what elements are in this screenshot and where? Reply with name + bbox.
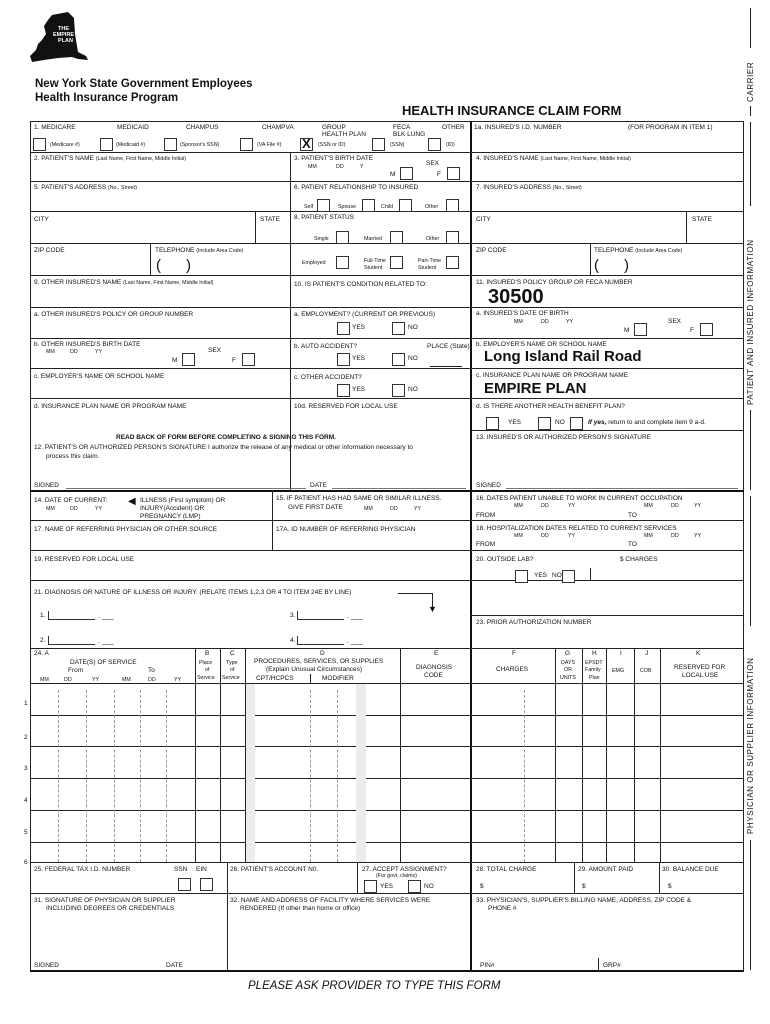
hospitalization-dates-label: 18. HOSPITALIZATION DATES RELATED TO CURRENT SERVICES <box>476 525 677 532</box>
medicare-checkbox[interactable] <box>33 138 46 151</box>
org-name-line1: New York State Government Employees <box>35 78 253 90</box>
fulltime-label: Full-Time <box>364 258 386 264</box>
to-yy: YY <box>174 677 182 683</box>
spouse-checkbox[interactable] <box>362 199 375 212</box>
read-back-notice: READ BACK OF FORM BEFORE COMPLETING & SIGNING THIS FORM. <box>116 434 336 441</box>
insured-dob-mm: MM <box>514 319 523 325</box>
ein-option-label: EIN <box>196 866 207 873</box>
form-title: HEALTH INSURANCE CLAIM FORM <box>402 103 622 118</box>
current-dd: DD <box>70 506 78 512</box>
other-dob-yy: YY <box>95 349 103 355</box>
carrier-label: CARRIER <box>746 61 755 102</box>
fulltime-student-checkbox[interactable] <box>390 256 403 269</box>
insured-policy-group-label: 11. INSURED'S POLICY GROUP OR FECA NUMBER <box>476 279 633 286</box>
hosp-to-label: TO <box>628 541 637 548</box>
grp-label: GRP# <box>603 962 621 969</box>
physician-signature-field[interactable] <box>66 955 162 967</box>
col-a-letter: 24. A <box>34 650 49 657</box>
medicaid-checkbox[interactable] <box>100 138 113 151</box>
ssn-option-label: SSN <box>174 866 188 873</box>
ein-checkbox[interactable] <box>200 878 213 891</box>
col-d-letter: D <box>320 650 325 657</box>
insured-id-note: (FOR PROGRAM IN ITEM 1) <box>628 124 713 131</box>
logo-text-2: EMPIRE <box>53 32 75 38</box>
work-from-label: FROM <box>476 512 496 519</box>
patient-signed-label: SIGNED <box>34 482 59 489</box>
another-health-plan-label: d. IS THERE ANOTHER HEALTH BENEFIT PLAN? <box>476 403 625 410</box>
illness-label-2: INJURY(Accident) OR <box>140 505 205 512</box>
service-row-2-number: 2 <box>24 734 28 741</box>
col-g-header-1: DAYS <box>561 660 576 666</box>
col-i-letter: I <box>620 650 622 657</box>
married-checkbox[interactable] <box>390 231 403 244</box>
other-insured-dob-label: b. OTHER INSURED'S BIRTH DATE <box>34 341 141 348</box>
employment-yes-checkbox[interactable] <box>337 322 350 335</box>
place-state-label: PLACE (State) <box>427 343 470 350</box>
relationship-other-label: Other <box>425 204 439 210</box>
from-yy: YY <box>92 677 100 683</box>
similar-yy: YY <box>414 506 422 512</box>
child-label: Child <box>381 204 394 210</box>
patient-arrow-line-bottom <box>750 410 751 490</box>
outside-lab-label: 20. OUTSIDE LAB? <box>476 556 534 563</box>
another-plan-no-label: NO <box>555 419 565 426</box>
diagnosis-code-header-2: CODE <box>424 672 443 679</box>
parttime-student-checkbox[interactable] <box>446 256 459 269</box>
employment-no-label: NO <box>408 324 418 331</box>
hosp-to-mm: MM <box>644 533 653 539</box>
medicaid-no-label: (Medicaid #) <box>116 142 146 148</box>
org-name-line2: Health Insurance Program <box>35 92 179 104</box>
col-k-letter: K <box>696 650 701 657</box>
facility-address-label: 32. NAME AND ADDRESS OF FACILITY WHERE SERVICES WERE <box>230 897 431 904</box>
modifier-header: MODIFIER <box>322 675 354 682</box>
diagnosis-2-field[interactable] <box>48 636 95 645</box>
illness-label-3: PREGNANCY (LMP) <box>140 513 201 520</box>
billing-phone-label: PHONE # <box>488 905 517 912</box>
service-row-3-number: 3 <box>24 765 28 772</box>
col-b-letter: B <box>205 650 210 657</box>
procedures-header: PROCEDURES, SERVICES, OR SUPPLIES <box>254 658 384 665</box>
work-from-dd: DD <box>541 503 549 509</box>
diagnosis-label: 21. DIAGNOSIS OR NATURE OF ILLNESS OR INJURY. (RELATE ITEMS 1,2,3 OR 4 TO ITEM 24E BY LINE) <box>34 589 352 596</box>
other-dob-dd: DD <box>70 349 78 355</box>
patient-date-label: DATE <box>310 482 327 489</box>
other-sex-label: SEX <box>208 347 222 354</box>
patient-account-label: 26. PATIENT'S ACCOUNT N0. <box>230 866 319 873</box>
other-checkbox[interactable] <box>428 138 441 151</box>
outside-lab-charges-label: $ CHARGES <box>620 556 658 563</box>
employer-name-label: b. EMPLOYER'S NAME OR SCHOOL NAME <box>476 341 607 348</box>
feca-label-2: BLK LUNG <box>393 131 426 138</box>
other-accident-no-label: NO <box>408 386 418 393</box>
patient-sex-m-label: M <box>390 171 396 178</box>
col-j-letter: J <box>645 650 649 657</box>
illness-arrow-icon: ◀ <box>128 496 136 507</box>
insured-address-label: 7. INSURED'S ADDRESS (No., Street) <box>476 184 582 191</box>
patient-state-label: STATE <box>260 216 280 223</box>
other-accident-yes-checkbox[interactable] <box>337 384 350 397</box>
insured-telephone-label: TELEPHONE (Include Area Code) <box>594 247 683 254</box>
physician-arrow-line-top <box>750 496 751 626</box>
to-mm: MM <box>122 677 131 683</box>
other-accident-yes-label: YES <box>352 386 366 393</box>
col-h-letter: H <box>592 650 597 657</box>
patient-name-label: 2. PATIENT'S NAME (Last Name, First Name, Middle Initial) <box>34 155 187 162</box>
cob-header: COB <box>640 668 652 674</box>
accept-no-checkbox[interactable] <box>408 880 421 893</box>
other-accident-label: c. OTHER ACCIDENT? <box>294 374 362 381</box>
from-dd: DD <box>64 677 72 683</box>
insured-name-label: 4. INSURED'S NAME (Last Name, First Name, Middle Initial) <box>476 155 631 162</box>
col-f-letter: F <box>512 650 516 657</box>
reserved-local-header-1: RESERVED FOR <box>674 664 726 671</box>
physician-signature-label-2: INCLUDING DEGREES OR CREDENTIALS <box>46 905 175 912</box>
billing-name-label: 33. PHYSICIAN'S, SUPPLIER'S BILLING NAME, ADDRESS, ZIP CODE & <box>476 897 692 904</box>
insured-state-label: STATE <box>692 216 712 223</box>
date-to-header: To <box>148 667 155 674</box>
insured-area-code-field[interactable]: ( ) <box>594 257 629 274</box>
to-dd: DD <box>148 677 156 683</box>
work-from-yy: YY <box>568 503 576 509</box>
govt-claims-note: (For govt. claims) <box>376 873 417 879</box>
insured-id-label: 1a. INSURED'S I.D. NUMBER <box>474 124 562 131</box>
patient-birth-date-label: 3. PATIENT'S BIRTH DATE <box>294 155 374 162</box>
similar-dd: DD <box>390 506 398 512</box>
child-checkbox[interactable] <box>399 199 412 212</box>
insured-zip-label: ZIP CODE <box>476 247 507 254</box>
from-mm: MM <box>40 677 49 683</box>
current-mm: MM <box>46 506 55 512</box>
col-b-header-2: of <box>205 667 210 673</box>
insured-sex-label: SEX <box>668 318 682 325</box>
outside-lab-no-label: NO <box>552 572 562 579</box>
col-c-header-2: of <box>230 667 235 673</box>
employment-no-checkbox[interactable] <box>392 322 405 335</box>
work-to-yy: YY <box>694 503 702 509</box>
relationship-other-checkbox[interactable] <box>446 199 459 212</box>
explain-unusual-header: (Explain Unusual Circumstances) <box>266 666 363 673</box>
accept-yes-checkbox[interactable] <box>364 880 377 893</box>
physician-arrow-line-bottom <box>750 840 751 970</box>
patient-zip-label: ZIP CODE <box>34 247 65 254</box>
carrier-arrow-line-bottom <box>750 106 751 116</box>
col-h-header-3: Plan <box>589 675 600 681</box>
col-h-header-2: Family <box>585 667 601 673</box>
auto-accident-no-label: NO <box>408 355 418 362</box>
ssn-or-id-label: (SSN or ID) <box>318 142 346 148</box>
another-plan-no-checkbox[interactable] <box>570 417 583 430</box>
reserved-local-use-10d-label: 10d. RESERVED FOR LOCAL USE <box>294 403 398 410</box>
patient-date-line[interactable] <box>332 488 466 489</box>
give-first-date-label: GIVE FIRST DATE <box>288 504 343 511</box>
champus-checkbox[interactable] <box>164 138 177 151</box>
service-line-2[interactable] <box>31 716 743 746</box>
diagnosis-3-field[interactable] <box>297 611 344 620</box>
champva-checkbox[interactable] <box>240 138 253 151</box>
referring-physician-label: 17. NAME OF REFERRING PHYSICIAN OR OTHER SOURCE <box>34 526 218 533</box>
total-charge-dollar[interactable]: $ <box>480 883 484 890</box>
referring-physician-id-label: 17A. ID NUMBER OF REFERRING PHYSICIAN <box>276 526 416 533</box>
prior-authorization-label: 23. PRIOR AUTHORIZATION NUMBER <box>476 619 592 626</box>
accept-assignment-label: 27. ACCEPT ASSIGNMENT? <box>362 866 447 873</box>
physician-signed-label: SIGNED <box>34 962 59 969</box>
employed-checkbox[interactable] <box>336 256 349 269</box>
auto-accident-yes-checkbox[interactable] <box>337 353 350 366</box>
logo-text-3: PLAN <box>58 38 73 44</box>
accept-no-label: NO <box>424 883 434 890</box>
patient-sex-f-checkbox[interactable] <box>447 167 460 180</box>
work-to-mm: MM <box>644 503 653 509</box>
insured-signed-label: SIGNED <box>476 482 501 489</box>
carrier-arrow-line-top <box>750 8 751 48</box>
accept-yes-label: YES <box>380 883 394 890</box>
another-plan-yes-label: YES <box>508 419 522 426</box>
patient-area-code-field[interactable]: ( ) <box>156 257 191 274</box>
employment-yes-label: YES <box>352 324 366 331</box>
other-sex-f-label: F <box>232 357 236 364</box>
champus-label: CHAMPUS <box>186 124 219 131</box>
employment-question-label: a. EMPLOYMENT? (CURRENT OR PREVIOUS) <box>294 311 436 318</box>
pin-label: PIN# <box>480 962 495 969</box>
hosp-from-dd: DD <box>541 533 549 539</box>
service-line-5[interactable] <box>31 811 743 842</box>
emg-header: EMG <box>612 668 625 674</box>
physician-date-label: DATE <box>166 962 183 969</box>
va-file-label: (VA File #) <box>257 142 282 148</box>
status-other-label: Other <box>426 236 440 242</box>
footer-instruction: PLEASE ASK PROVIDER TO TYPE THIS FORM <box>248 980 501 992</box>
patient-insured-side-label: PATIENT AND INSURED INFORMATION <box>746 239 755 405</box>
illness-label-1: ILLNESS (First symptom) OR <box>140 497 226 504</box>
sponsor-ssn-label: (Sponsor's SSN) <box>180 142 220 148</box>
patient-arrow-line-top <box>750 122 751 206</box>
patient-status-label: 8. PATIENT STATUS <box>294 214 355 221</box>
col-g-header-2: OR <box>564 667 572 673</box>
balance-due-label: 30. BALANCE DUE <box>662 866 719 873</box>
group-checkbox-mark: X <box>302 136 311 151</box>
similar-mm: MM <box>364 506 373 512</box>
fulltime-student-label: Student <box>364 265 383 271</box>
other-sex-m-checkbox[interactable] <box>182 353 195 366</box>
status-other-checkbox[interactable] <box>446 231 459 244</box>
diagnosis-arrow-icon: ▼ <box>428 604 437 614</box>
physician-signature-label: 31. SIGNATURE OF PHYSICIAN OR SUPPLIER <box>34 897 176 904</box>
hosp-from-yy: YY <box>568 533 576 539</box>
service-line-4[interactable] <box>31 779 743 810</box>
date-from-header: From <box>68 667 84 674</box>
facility-address-label-2: RENDERED (If other than home or office) <box>240 905 361 912</box>
insured-dob-dd: DD <box>541 319 549 325</box>
group-label-2: HEALTH PLAN <box>322 131 366 138</box>
diagnosis-2-label: 2. <box>40 637 46 644</box>
self-label: Self <box>304 204 314 210</box>
service-line-1[interactable] <box>31 684 743 715</box>
feca-checkbox[interactable] <box>372 138 385 151</box>
self-checkbox[interactable] <box>317 199 330 212</box>
diagnosis-1-field[interactable] <box>48 611 95 620</box>
col-b-header-3: Service <box>197 675 215 681</box>
insured-sex-f-checkbox[interactable] <box>700 323 713 336</box>
patient-address-label: 5. PATIENT'S ADDRESS (No., Street) <box>34 184 137 191</box>
birth-dd-label: DD <box>336 164 344 170</box>
col-b-header-1: Place <box>199 660 213 666</box>
ssn-checkbox[interactable] <box>178 878 191 891</box>
outside-lab-no-checkbox[interactable] <box>562 570 575 583</box>
birth-mm-label: MM <box>308 164 317 170</box>
patient-signature-authorization-2: process this claim. <box>46 453 100 460</box>
hosp-to-yy: YY <box>694 533 702 539</box>
reserved-local-header-2: LOCAL USE <box>682 672 719 679</box>
medicare-label: 1. MEDICARE <box>34 124 76 131</box>
another-plan-yes-checkbox[interactable] <box>486 417 499 430</box>
patient-telephone-label: TELEPHONE (Include Area Code) <box>155 247 244 254</box>
amount-paid-dollar[interactable]: $ <box>582 883 586 890</box>
feca-label: FECA <box>393 124 411 131</box>
col-h-header-1: EPSDT <box>585 660 603 666</box>
auto-accident-no-checkbox[interactable] <box>392 353 405 366</box>
single-checkbox[interactable] <box>336 231 349 244</box>
parttime-label: Part-Time <box>418 258 442 264</box>
empire-plan-logo <box>28 12 90 68</box>
other-accident-no-checkbox[interactable] <box>392 384 405 397</box>
another-plan-yes-box[interactable] <box>538 417 551 430</box>
condition-related-label: 10. IS PATIENT'S CONDITION RELATED TO: <box>294 281 427 288</box>
current-yy: YY <box>95 506 103 512</box>
similar-illness-label: 15. IF PATIENT HAS HAD SAME OR SIMILAR ILLNESS. <box>276 495 442 502</box>
outside-lab-yes-label: YES <box>534 572 548 579</box>
diagnosis-code-header-1: DIAGNOSIS <box>416 664 453 671</box>
other-plan-name-label: d. INSURANCE PLAN NAME OR PROGRAM NAME <box>34 403 187 410</box>
patient-signature-line[interactable] <box>66 488 306 489</box>
employed-label: Employed <box>302 260 326 266</box>
balance-due-dollar[interactable]: $ <box>668 883 672 890</box>
hosp-from-mm: MM <box>514 533 523 539</box>
spouse-label: Spouse <box>338 204 356 210</box>
total-charge-label: 28. TOTAL CHARGE <box>476 866 537 873</box>
logo-text-1: THE <box>58 26 69 32</box>
employer-school-label: c. EMPLOYER'S NAME OR SCHOOL NAME <box>34 373 165 380</box>
hosp-from-label: FROM <box>476 541 496 548</box>
service-row-5-number: 5 <box>24 829 28 836</box>
insured-sex-m-checkbox[interactable] <box>634 323 647 336</box>
insured-city-label: CITY <box>476 216 491 223</box>
patient-sex-label: SEX <box>426 160 440 167</box>
reserved-local-use-19-label: 19. RESERVED FOR LOCAL USE <box>34 556 135 563</box>
other-sex-m-label: M <box>172 357 178 364</box>
patient-sex-m-checkbox[interactable] <box>400 167 413 180</box>
single-label: Single <box>314 236 329 242</box>
federal-tax-id-label: 25. FEDERAL TAX I.D. NUMBER <box>34 866 131 873</box>
insured-dob-yy: YY <box>566 319 574 325</box>
another-plan-note: If yes, return to and complete item 9 a-d. <box>588 419 706 426</box>
other-insured-policy-label: a. OTHER INSURED'S POLICY OR GROUP NUMBER <box>34 311 194 318</box>
service-line-3[interactable] <box>31 747 743 778</box>
col-g-header-3: UNITS <box>560 675 576 681</box>
date-of-current-label: 14. DATE OF CURRENT: <box>34 497 108 504</box>
service-line-6[interactable] <box>31 843 743 862</box>
medicaid-label: MEDICAID <box>117 124 149 131</box>
patient-city-label: CITY <box>34 216 49 223</box>
married-label: Married <box>364 236 382 242</box>
col-g-letter: G <box>565 650 571 657</box>
other-program-label: OTHER <box>442 124 465 131</box>
insured-signature-label: 13. INSURED'S OR AUTHORIZED PERSON'S SIGNATURE <box>476 434 652 441</box>
birth-yy-label: Y <box>360 164 364 170</box>
insured-policy-group-value[interactable]: 30500 <box>488 286 544 308</box>
patient-relationship-label: 6. PATIENT RELATIONSHIP TO INSURED <box>294 184 419 191</box>
ssn-label: (SSN) <box>390 142 405 148</box>
insured-sex-f-label: F <box>690 327 694 334</box>
auto-accident-yes-label: YES <box>352 355 366 362</box>
champva-label: CHAMPVA <box>262 124 294 131</box>
patient-signature-authorization: 12. PATIENT'S OR AUTHORIZED PERSON'S SIGNATURE I authorize the release of any medical or other information necessary to <box>34 444 413 451</box>
physician-side-label: PHYSICIAN OR SUPPLIER INFORMATION <box>746 657 755 834</box>
diagnosis-4-field[interactable] <box>297 636 344 645</box>
auto-accident-label: b. AUTO ACCIDENT? <box>294 343 358 350</box>
amount-paid-label: 29. AMOUNT PAID <box>578 866 634 873</box>
service-row-4-number: 4 <box>24 797 28 804</box>
group-label: GROUP <box>322 124 346 131</box>
work-to-label: TO <box>628 512 637 519</box>
other-sex-f-checkbox[interactable] <box>242 353 255 366</box>
other-insured-name-label: 9. OTHER INSURED'S NAME (Last Name, First Name, Middle Initial) <box>34 279 214 286</box>
id-label: (ID) <box>446 142 455 148</box>
work-to-dd: DD <box>671 503 679 509</box>
col-c-letter: C <box>230 650 235 657</box>
col-c-header-3: Service <box>222 675 240 681</box>
other-dob-mm: MM <box>46 349 55 355</box>
patient-sex-f-label: F <box>437 171 441 178</box>
parttime-student-label: Student <box>418 265 437 271</box>
employer-name-value[interactable]: Long Island Rail Road <box>484 348 642 365</box>
insured-sex-m-label: M <box>624 327 630 334</box>
date-of-service-header: DATE(S) OF SERVICE <box>70 659 137 666</box>
diagnosis-1-label: 1. <box>40 612 46 619</box>
insurance-plan-label: c. INSURANCE PLAN NAME OR PROGRAM NAME <box>476 372 629 379</box>
insurance-plan-value[interactable]: EMPIRE PLAN <box>484 380 587 397</box>
col-c-header-1: Type <box>226 660 238 666</box>
diagnosis-4-label: 4. <box>290 637 296 644</box>
work-from-mm: MM <box>514 503 523 509</box>
diagnosis-3-label: 3. <box>290 612 296 619</box>
charges-header: CHARGES <box>496 666 529 673</box>
medicare-no-label: (Medicare #) <box>50 142 80 148</box>
service-row-6-number: 6 <box>24 859 28 866</box>
col-e-letter: E <box>434 650 439 657</box>
insured-signature-line[interactable] <box>506 488 738 489</box>
unable-to-work-label: 16. DATES PATIENT UNABLE TO WORK IN CURRENT OCCUPATION <box>476 495 683 502</box>
insured-dob-label: a. INSURED'S DATE OF BIRTH <box>476 310 569 317</box>
hosp-to-dd: DD <box>671 533 679 539</box>
service-row-1-number: 1 <box>24 700 28 707</box>
cpt-hcpcs-header: CPT/HCPCS <box>256 675 294 682</box>
